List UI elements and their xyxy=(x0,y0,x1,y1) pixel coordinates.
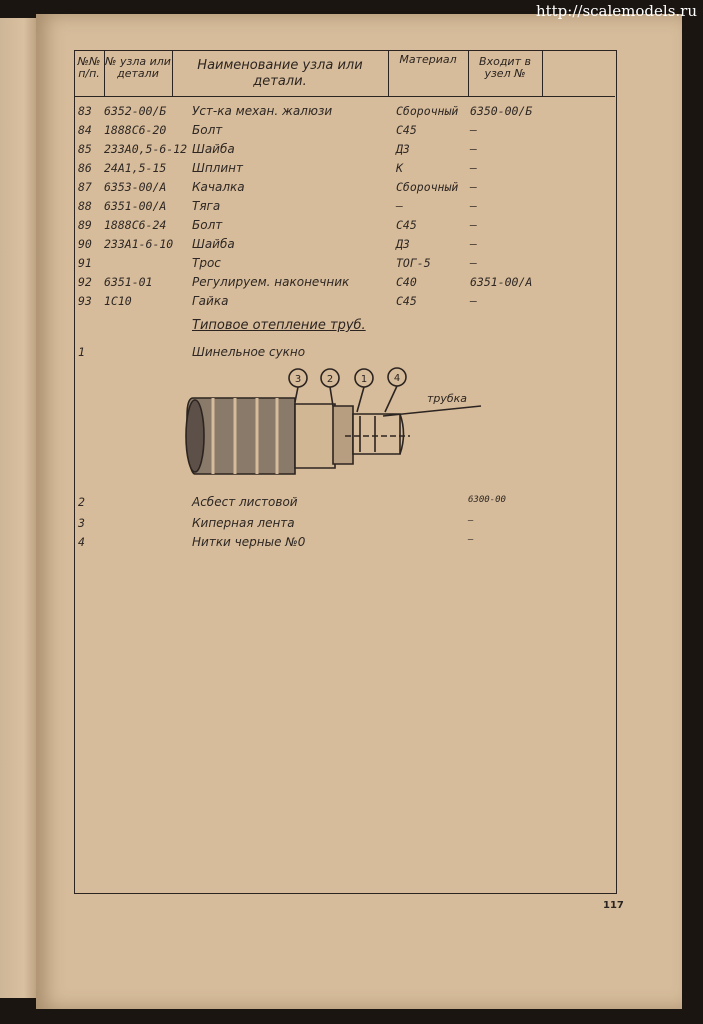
row-material: С40 xyxy=(396,275,417,289)
row-material: ТОГ-5 xyxy=(396,256,431,270)
section-row-into: 6300-00 xyxy=(468,495,506,505)
section-row-name: Киперная лента xyxy=(192,516,295,530)
row-part-name: Болт xyxy=(192,123,223,137)
section-row-name: Шинельное сукно xyxy=(192,345,306,359)
row-into-assembly: — xyxy=(470,256,477,270)
table-row xyxy=(78,180,613,198)
page-number: 117 xyxy=(603,900,624,911)
row-part-name: Уст-ка механ. жалюзи xyxy=(192,104,333,118)
row-number: 84 xyxy=(78,123,92,137)
row-part-code: 6351-00/А xyxy=(104,199,167,213)
table-row xyxy=(78,123,613,141)
section-row xyxy=(78,535,613,553)
header-number: №№ п/п. xyxy=(77,55,101,80)
row-part-code: 6352-00/Б xyxy=(104,104,167,118)
row-number: 91 xyxy=(78,256,92,270)
row-number: 88 xyxy=(78,199,92,213)
header-name: Наименование узла или детали. xyxy=(197,58,363,89)
section-row xyxy=(78,516,613,534)
table-row xyxy=(78,199,613,217)
row-into-assembly: — xyxy=(470,218,477,232)
callout-label-4: 4 xyxy=(393,373,401,384)
section-row xyxy=(78,345,613,363)
row-material: Сборочный xyxy=(396,180,459,194)
row-material: Сборочный xyxy=(396,104,459,118)
row-number: 93 xyxy=(78,294,92,308)
section-row xyxy=(78,495,613,513)
row-into-assembly: 6350-00/Б xyxy=(470,104,533,118)
watermark: http://scalemodels.ru xyxy=(535,2,697,20)
table-row xyxy=(78,161,613,179)
row-part-name: Болт xyxy=(192,218,223,232)
row-part-name: Регулируем. наконечник xyxy=(192,275,350,289)
callout-label-2: 2 xyxy=(326,374,334,385)
table-row xyxy=(78,218,613,236)
table-row xyxy=(78,294,613,312)
row-part-name: Трос xyxy=(192,256,221,270)
table-row xyxy=(78,142,613,160)
table-row xyxy=(78,104,613,122)
row-part-name: Шайба xyxy=(192,237,235,251)
section-row-number: 1 xyxy=(78,345,85,359)
table-row xyxy=(78,237,613,255)
section-row-name: Нитки черные №0 xyxy=(192,535,306,549)
section-row-into: — xyxy=(468,535,474,545)
row-part-name: Тяга xyxy=(192,199,221,213)
row-into-assembly: 6351-00/А xyxy=(470,275,533,289)
row-into-assembly: — xyxy=(470,142,477,156)
row-into-assembly: — xyxy=(470,161,477,175)
section-title: Типовое отепление труб. xyxy=(192,318,366,333)
row-number: 92 xyxy=(78,275,92,289)
row-part-name: Качалка xyxy=(192,180,245,194)
header-into-assembly: Входит в узел № xyxy=(479,55,531,80)
row-into-assembly: — xyxy=(470,237,477,251)
row-into-assembly: — xyxy=(470,180,477,194)
row-material: Д3 xyxy=(396,237,410,251)
row-material: С45 xyxy=(396,123,417,137)
row-number: 83 xyxy=(78,104,92,118)
row-number: 90 xyxy=(78,237,92,251)
section-row-number: 4 xyxy=(78,535,85,549)
pipe-label: трубка xyxy=(426,392,468,405)
row-part-code: 1888С6-24 xyxy=(104,218,167,232)
row-part-code: 24А1,5-15 xyxy=(104,161,167,175)
row-material: Д3 xyxy=(396,142,410,156)
section-row-number: 2 xyxy=(78,495,85,509)
row-part-name: Шайба xyxy=(192,142,235,156)
row-material: С45 xyxy=(396,294,417,308)
row-material: С45 xyxy=(396,218,417,232)
row-part-code: 6353-00/А xyxy=(104,180,167,194)
header-material: Материал xyxy=(399,53,457,66)
row-part-code: 233А0,5-6-12 xyxy=(104,142,188,156)
row-number: 85 xyxy=(78,142,92,156)
row-material: — xyxy=(396,199,403,213)
row-number: 87 xyxy=(78,180,92,194)
callout-label-3: 3 xyxy=(294,374,302,385)
table-header xyxy=(74,50,615,97)
row-number: 86 xyxy=(78,161,92,175)
table-row xyxy=(78,275,613,293)
table-row xyxy=(78,256,613,274)
row-part-code: 233А1-6-10 xyxy=(104,237,174,251)
section-row-into: — xyxy=(468,516,474,526)
header-part-number: № узла или детали xyxy=(105,55,171,80)
row-number: 89 xyxy=(78,218,92,232)
pipe-insulation-diagram xyxy=(185,364,485,476)
section-row-number: 3 xyxy=(78,516,85,530)
row-into-assembly: — xyxy=(470,123,477,137)
section-row-name: Асбест листовой xyxy=(192,495,298,509)
callout-label-1: 1 xyxy=(360,374,368,385)
row-part-name: Гайка xyxy=(192,294,229,308)
row-part-code: 1888С6-20 xyxy=(104,123,167,137)
row-material: К xyxy=(396,161,403,175)
row-part-code: 6351-01 xyxy=(104,275,153,289)
row-part-code: 1С10 xyxy=(104,294,132,308)
row-into-assembly: — xyxy=(470,294,477,308)
row-into-assembly: — xyxy=(470,199,477,213)
row-part-name: Шплинт xyxy=(192,161,243,175)
